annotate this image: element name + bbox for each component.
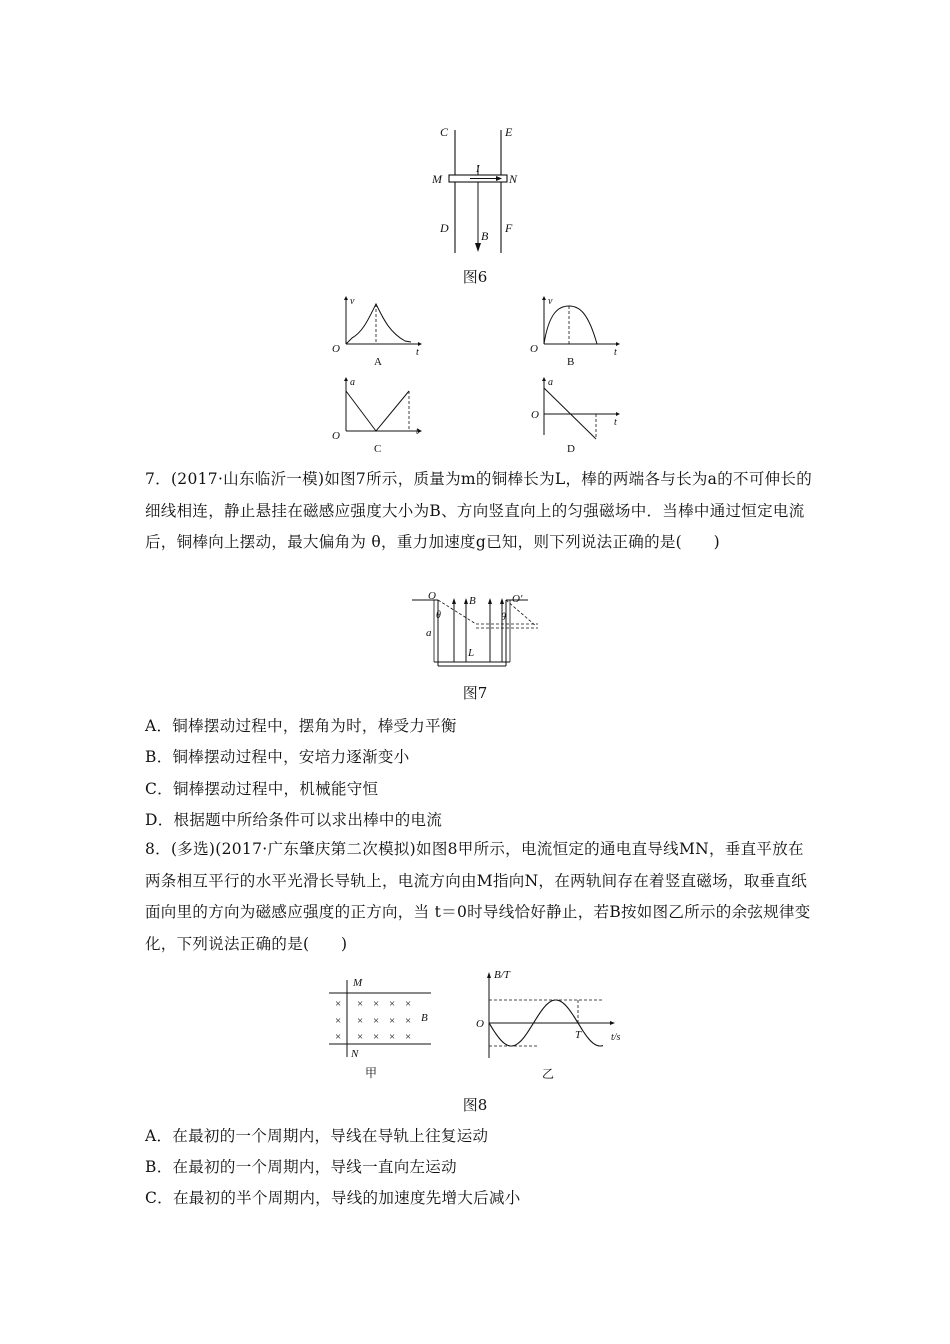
fig6-label-i: I xyxy=(476,163,480,175)
fig7-label-theta-left: θ xyxy=(436,610,441,621)
fig6-label-d: D xyxy=(440,221,449,235)
q8-option-c: C．在最初的半个周期内，导线的加速度先增大后减小 xyxy=(145,1189,521,1207)
graph-c-label: C xyxy=(374,443,382,455)
graph-a xyxy=(325,292,425,372)
graph-a-label: A xyxy=(374,356,382,368)
fig7-label-b: B xyxy=(469,595,476,607)
q7-option-c: C．铜棒摆动过程中，机械能守恒 xyxy=(145,780,379,798)
svg-text:×: × xyxy=(335,998,342,1010)
fig6-label-f: F xyxy=(505,221,513,235)
graph-b-x-label: t xyxy=(614,347,617,358)
svg-text:×: × xyxy=(405,1015,412,1027)
svg-text:×: × xyxy=(373,1031,380,1043)
graph-b-label: B xyxy=(567,356,575,368)
figure-6 xyxy=(420,120,530,260)
fig7-label-theta-right: θ xyxy=(501,612,506,623)
svg-text:×: × xyxy=(389,998,396,1010)
q8-option-b: B．在最初的一个周期内，导线一直向左运动 xyxy=(145,1158,457,1176)
fig7-label-a: a xyxy=(426,627,432,639)
fig8-left-label: 甲 xyxy=(365,1066,378,1080)
graph-b xyxy=(525,292,625,372)
fig8-label-m: M xyxy=(353,977,363,989)
svg-text:×: × xyxy=(335,1015,342,1027)
graph-c-y-label: a xyxy=(350,377,355,388)
q7-option-a: A．铜棒摆动过程中，摆角为时，棒受力平衡 xyxy=(145,717,457,735)
fig6-label-n: N xyxy=(509,172,518,186)
fig8-x-axis-label: t/s xyxy=(611,1032,621,1043)
q7-option-b: B．铜棒摆动过程中，安培力逐渐变小 xyxy=(145,748,410,766)
fig6-label-e: E xyxy=(505,125,513,139)
graph-c-origin: O xyxy=(332,430,340,442)
fig7-label-o: O xyxy=(428,590,436,602)
graph-b-y-label: v xyxy=(548,296,553,307)
question-7-text: 7．(2017·山东临沂一模)如图7所示，质量为m的铜棒长为L，棒的两端各与长为a的不可伸长的细线相连，静止悬挂在磁感应强度大小为B、方向竖直向上的匀强磁场中．当棒中通过恒定电流后，铜棒向上摆动，最大偏角为 θ，重力加速度g已知，则下列说法正确的是( ) xyxy=(145,470,813,551)
fig6-label-c: C xyxy=(440,125,449,139)
fig8-label-b: B xyxy=(421,1012,428,1024)
svg-text:×: × xyxy=(335,1031,342,1043)
figure-8-right xyxy=(470,966,630,1084)
figure-8-left xyxy=(325,972,445,1082)
graph-d xyxy=(525,373,625,459)
graph-d-label: D xyxy=(567,443,575,455)
graph-c xyxy=(325,373,425,459)
graph-d-x-label: t xyxy=(614,417,617,428)
q7-option-d: D．根据题中所给条件可以求出棒中的电流 xyxy=(145,811,443,829)
fig8-right-label: 乙 xyxy=(542,1067,555,1081)
fig6-label-b: B xyxy=(481,229,489,243)
fig7-label-l: L xyxy=(468,647,475,659)
graph-b-origin: O xyxy=(530,343,538,355)
graph-a-y-label: v xyxy=(350,296,355,307)
fig7-label-o-prime: O′ xyxy=(512,593,523,605)
fig6-caption: 图6 xyxy=(462,268,488,286)
svg-text:×: × xyxy=(373,1015,380,1027)
figure-7 xyxy=(408,590,548,674)
graph-c-x-label: t xyxy=(416,426,419,437)
svg-text:×: × xyxy=(389,1031,396,1043)
fig6-label-m: M xyxy=(432,172,442,186)
fig8-y-axis-label: B/T xyxy=(494,969,510,981)
svg-text:×: × xyxy=(405,998,412,1010)
svg-text:×: × xyxy=(373,998,380,1010)
svg-text:×: × xyxy=(357,1015,364,1027)
fig8-label-n: N xyxy=(351,1048,359,1060)
svg-text:×: × xyxy=(357,1031,364,1043)
question-8-text: 8．(多选)(2017·广东肇庆第二次模拟)如图8甲所示，电流恒定的通电直导线MN，垂直平放在两条相互平行的水平光滑长导轨上，电流方向由M指向N，在两轨间存在着竖直磁场，取垂直纸面向里的方向为磁感应强度的正方向，当 t＝0时导线恰好静止，若B按如图乙所示的余弦规律变化，下列说法正确的是( ) xyxy=(145,840,811,953)
graph-d-origin: O xyxy=(531,409,539,421)
fig8-caption: 图8 xyxy=(462,1096,488,1114)
fig7-caption: 图7 xyxy=(462,684,488,702)
fig8-origin: O xyxy=(476,1018,484,1030)
graph-d-y-label: a xyxy=(548,377,553,388)
q8-option-a: A．在最初的一个周期内，导线在导轨上往复运动 xyxy=(145,1127,489,1145)
graph-a-origin: O xyxy=(332,343,340,355)
svg-text:×: × xyxy=(405,1031,412,1043)
graph-a-x-label: t xyxy=(416,347,419,358)
fig8-period-label: T xyxy=(575,1029,582,1041)
svg-text:×: × xyxy=(357,998,364,1010)
svg-text:×: × xyxy=(389,1015,396,1027)
